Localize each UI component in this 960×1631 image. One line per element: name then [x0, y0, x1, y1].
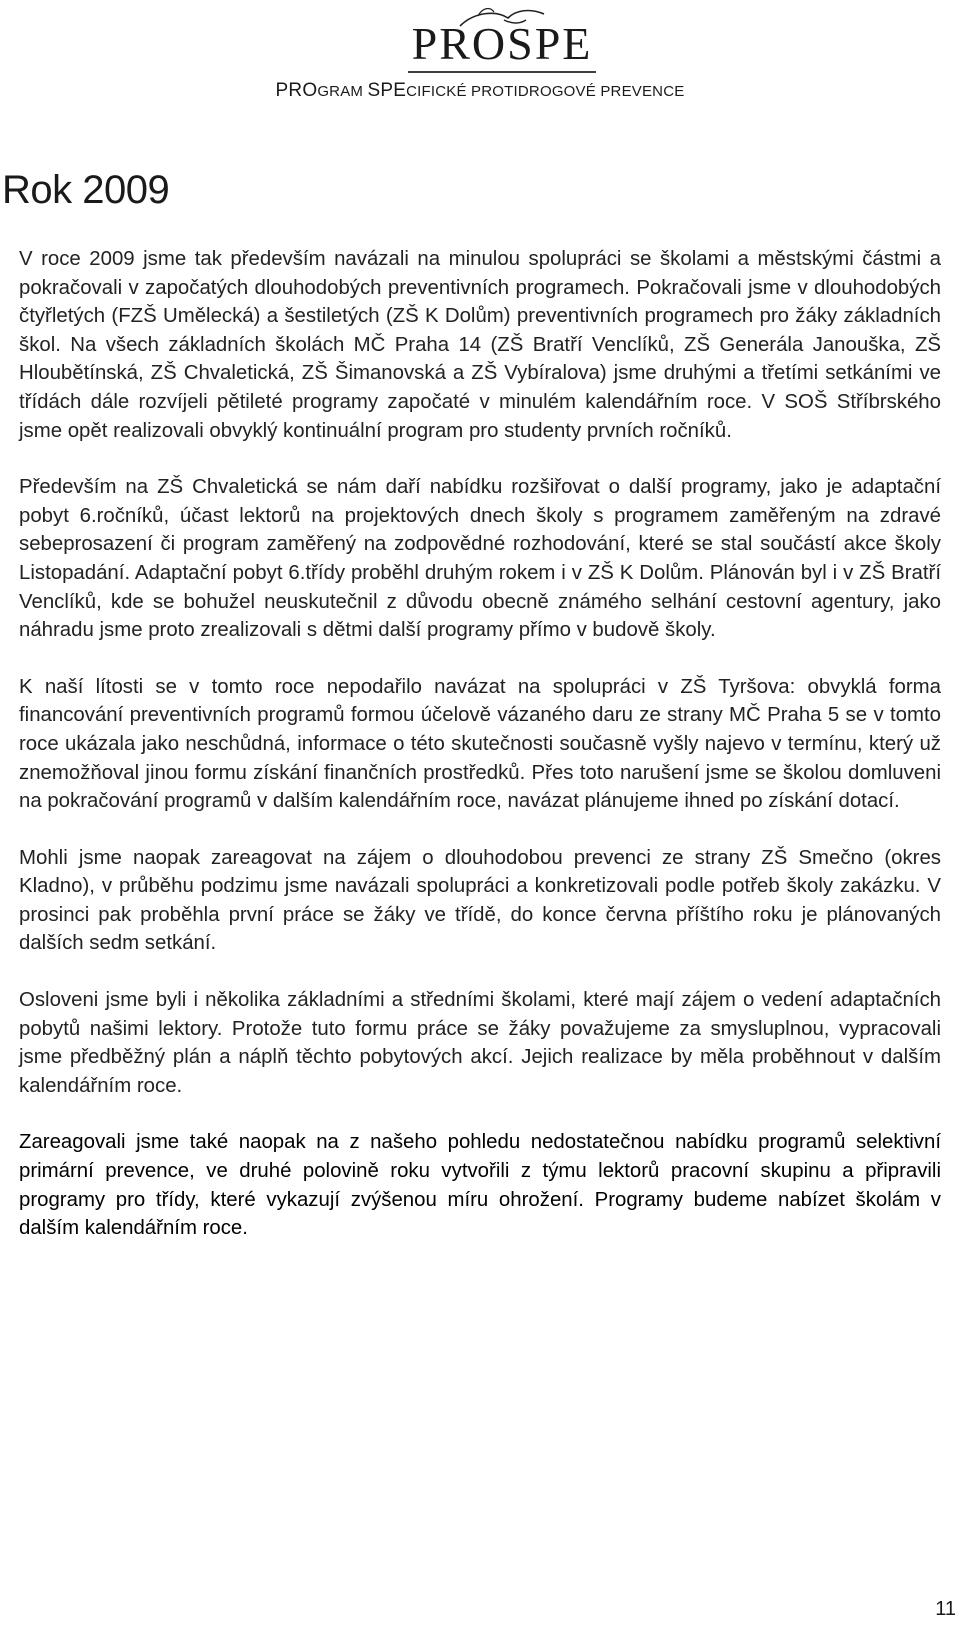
page-title: Rok 2009 — [2, 168, 170, 212]
page-number: 11 — [935, 1598, 956, 1620]
page-header — [0, 0, 960, 112]
paragraph-chvaleticka: Především na ZŠ Chvaletická se nám daří nabídku rozšiřovat o další programy, jako je adaptační pobyt 6.ročníků, účast lektorů na projektových dnech školy s programem zaměřeným na zdravé sebeprosazení či program zaměřený na zodpovědné rozhodování, které se stal součástí akce školy Listopadání. Adaptační pobyt 6.třídy proběhl druhým rokem i v ZŠ K Dolům. Plánován byl i v ZŠ Bratří Venclíků, kde se bohužel neuskutečnil z důvodu obecně známého selhání cestovní agentury, jako náhradu jsme proto zrealizovali s dětmi další programy přímo v budově školy. — [19, 476, 941, 642]
paragraph-smecno: Mohli jsme naopak zareagovat na zájem o dlouhodobou prevenci ze strany ZŠ Smečno (okres Kladno), v průběhu podzimu jsme navázali spolupráci a konkretizovali podle potřeb školy zakázku. V prosinci pak proběhla první práce se žáky ve třídě, do konce června příštího roku je plánovaných dalších sedm setkání. — [19, 846, 941, 955]
prospe-logo — [404, 6, 600, 78]
paragraph-selective-prevention: Zareagovali jsme také naopak na z našeho pohledu nedostatečnou nabídku programů selektivní primární prevence, ve druhé polovině roku vytvořili z týmu lektorů pracovní skupinu a připravili programy pro třídy, které vykazují zvýšenou míru ohrožení. Programy budeme nabízet školám v dalším kalendářním roce. — [19, 1131, 941, 1240]
logo-wordmark: PROSPE — [411, 18, 593, 69]
tagline-part-3: SPE — [367, 80, 407, 101]
tagline-part-4: CIFICKÉ PROTIDROGOVÉ PREVENCE — [406, 83, 685, 100]
document-body — [19, 245, 941, 1271]
paragraph-schools-cooperation: V roce 2009 jsme tak především navázali na minulou spolupráci se školami a městskými částmi a pokračovali v započatých dlouhodobých preventivních programech. Pokračovali jsme v dlouhodobých čtyřletých (FZŠ Umělecká) a šestiletých (ZŠ K Dolům) preventivních programech pro žáky základních škol. Na všech základních školách MČ Praha 14 (ZŠ Bratří Venclíků, ZŠ Generála Janouška, ZŠ Hloubětínská, ZŠ Chvaletická, ZŠ Šimanovská a ZŠ Vybíralova) jsme druhými a třetími setkáními ve třídách dále rozvíjeli pětileté programy započaté v minulém kalendářním roce. V SOŠ Stříbrského jsme opět realizovali obvyklý kontinuální program pro studenty prvních ročníků. — [19, 248, 941, 442]
paragraph-tyrsova: K naší lítosti se v tomto roce nepodařilo navázat na spolupráci v ZŠ Tyršova: obvyklá forma financování preventivních programů formou účelově vázaného daru ze strany MČ Praha 5 se v tomto roce ukázala jako neschůdná, informace o této skutečnosti současně vyšly najevo v termínu, který už znemožňoval jinou formu získání finančních prostředků. Přes toto narušení jsme se školou domluveni na pokračování programů v dalším kalendářním roce, navázat plánujeme ihned po získání dotací. — [19, 675, 941, 813]
tagline-part-2: GRAM — [317, 83, 368, 100]
paragraph-adaptation-stays: Osloveni jsme byli i několika základními a středními školami, které mají zájem o vedení adaptačních pobytů našimi lektory. Protože tuto formu práce se žáky považujeme za smysluplnou, vypracovali jsme předběžný plán a náplň těchto pobytových akcí. Jejich realizace by měla proběhnout v dalším kalendářním roce. — [19, 989, 941, 1097]
program-tagline — [250, 80, 710, 102]
tagline-part-1: PRO — [275, 80, 318, 101]
